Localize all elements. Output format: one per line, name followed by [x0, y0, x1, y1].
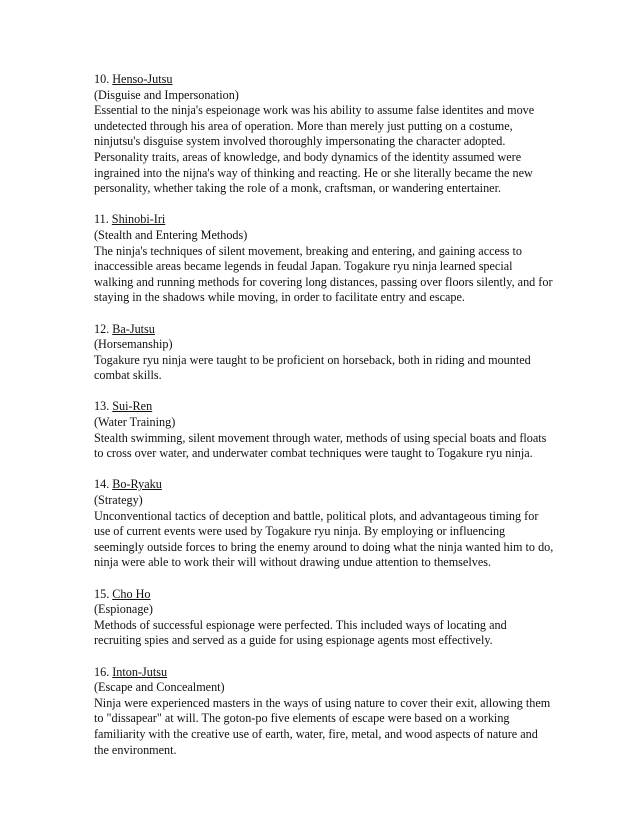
section-subtitle: (Escape and Concealment) — [94, 680, 225, 695]
section-body: Essential to the ninja's espeionage work was his ability to assume false identites and move undetected through his area of operation. More than merely just putting on a costume, ninjutsu's disguise system involved thoroughly impersonating the character adopted. Personality traits, areas of knowledge, and body dynamics of the identity assumed were ingrained into the nijna's way of thinking and reacting. He or she literally became the new personality, whether taking the role of a monk, craftsman, or wandering entertainer. — [94, 103, 535, 196]
section-heading — [94, 477, 554, 493]
section-heading — [94, 587, 554, 603]
section-subtitle: (Stealth and Entering Methods) — [94, 227, 248, 242]
section-title: Ba-Jutsu — [112, 321, 155, 336]
section-subtitle: (Espionage) — [94, 602, 153, 617]
section-heading — [94, 322, 554, 338]
section-body: The ninja's techniques of silent movement, breaking and entering, and gaining access to inaccessible areas became legends in feudal Japan. Togakure ryu ninja learned special walking and running methods for covering long distances, passing over floors silently, and for staying in the shadows while moving, in order to facilitate entry and escape. — [94, 243, 553, 305]
section-title: Bo-Ryaku — [112, 477, 162, 492]
section-body: Ninja were experienced masters in the ways of using nature to cover their exit, allowing them to "dissapear" at will. The goton-po five elements of escape were based on a working familiarity with the creative use of earth, water, fire, metal, and wood aspects of nature and the environment. — [94, 695, 551, 757]
section-title: Shinobi-Iri — [111, 212, 166, 227]
section-subtitle: (Water Training) — [94, 415, 176, 430]
section-number: 10. — [94, 72, 110, 86]
section-title: Inton-Jutsu — [112, 664, 168, 679]
section-heading — [94, 665, 554, 681]
section-number: 11. — [94, 212, 109, 227]
section-title: Henso-Jutsu — [112, 72, 173, 86]
section-ba-jutsu — [94, 322, 554, 384]
section-subtitle: (Horsemanship) — [94, 337, 173, 352]
section-number: 15. — [94, 586, 110, 601]
section-heading — [94, 212, 554, 228]
section-number: 14. — [94, 477, 110, 492]
section-shinobi-iri — [94, 212, 554, 306]
section-body: Stealth swimming, silent movement through water, methods of using special boats and floats to cross over water, and underwater combat techniques were taught to Togakure ryu ninja. — [94, 430, 547, 461]
section-body: Unconventional tactics of deception and battle, political plots, and advantageous timing for use of current events were used by Togakure ryu ninja. By employing or influencing seemingly outside forces to bring the enemy around to doing what the ninja wanted him to do, ninja were able to work their will without drawing undue attention to themselves. — [94, 508, 554, 570]
section-sui-ren — [94, 399, 554, 461]
section-title: Cho Ho — [112, 586, 151, 601]
section-bo-ryaku — [94, 477, 554, 571]
document-page — [94, 72, 554, 774]
section-subtitle: (Disguise and Impersonation) — [94, 87, 239, 102]
section-cho-ho — [94, 587, 554, 649]
section-heading — [94, 72, 554, 88]
section-henso-jutsu — [94, 72, 554, 197]
section-inton-jutsu — [94, 665, 554, 759]
section-number: 13. — [94, 399, 110, 414]
section-number: 16. — [94, 664, 110, 679]
section-body: Togakure ryu ninja were taught to be proficient on horseback, both in riding and mounted combat skills. — [94, 352, 531, 383]
section-subtitle: (Strategy) — [94, 493, 143, 508]
section-title: Sui-Ren — [112, 399, 153, 414]
section-body: Methods of successful espionage were perfected. This included ways of locating and recruiting spies and served as a guide for using espionage agents most effectively. — [94, 617, 507, 648]
section-heading — [94, 399, 554, 415]
section-number: 12. — [94, 321, 110, 336]
